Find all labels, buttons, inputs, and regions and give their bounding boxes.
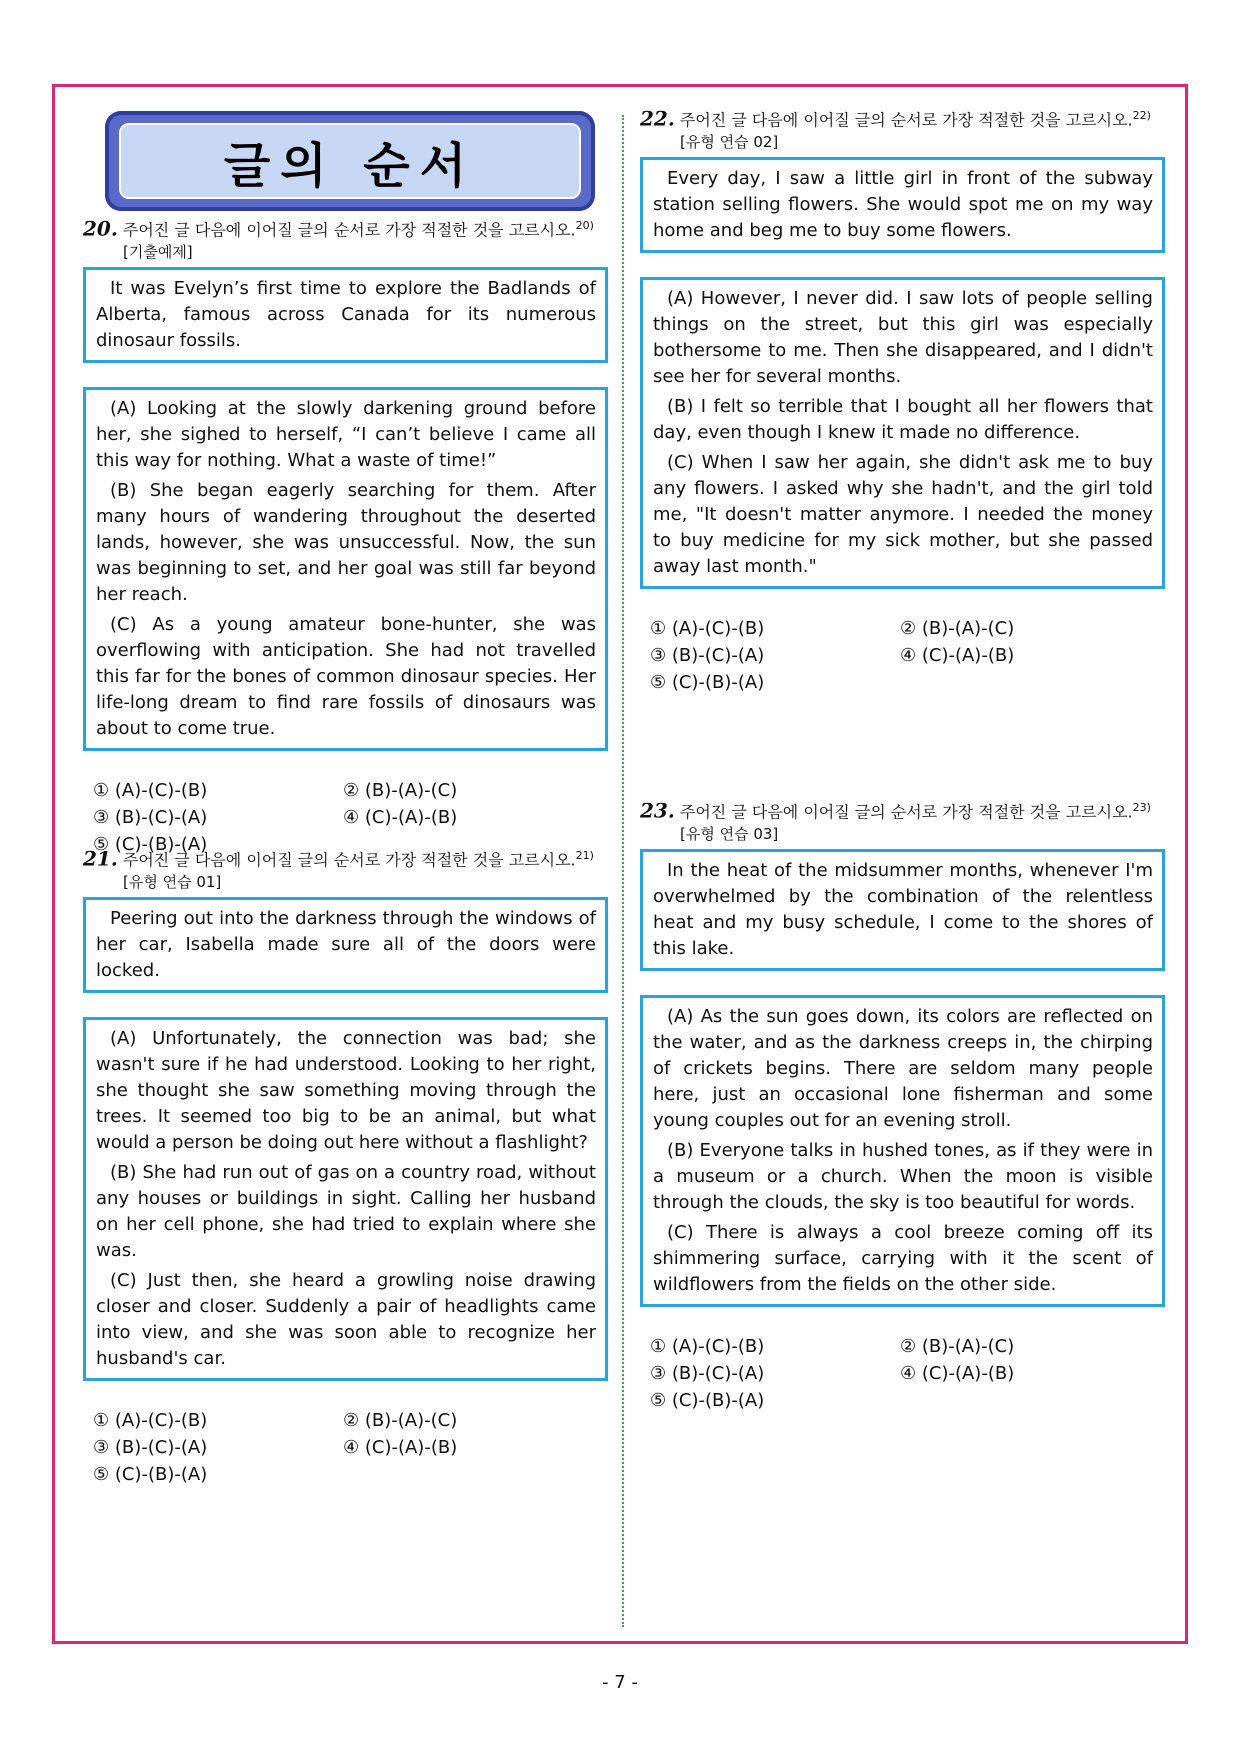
question-header [83,215,608,263]
paragraph-a: (A) However, I never did. I saw lots of people selling things on the street, but this girl was especially bothersome to me. Then she disappeared, and I didn't see her for several months. [653,288,1153,388]
option-4[interactable]: ④ (C)-(A)-(B) [900,645,1015,667]
question-prompt: 주어진 글 다음에 이어질 글의 순서로 가장 적절한 것을 고르시오. [122,850,576,870]
option-1[interactable]: ① (A)-(C)-(B) [650,618,765,640]
question-number: 23. [640,798,675,823]
paragraph-c: (C) When I saw her again, she didn't ask me to buy any flowers. I asked why she hadn't, and the girl told me, "It doesn't matter anymore. I needed the money to buy medicine for my sick mother, but she passed away last month." [653,452,1153,578]
given-passage-box [83,897,608,993]
option-5[interactable]: ⑤ (C)-(B)-(A) [650,1390,765,1412]
option-3[interactable]: ③ (B)-(C)-(A) [650,645,765,667]
paragraphs-box [83,387,608,751]
page-title: 글의 순서 [223,137,477,194]
answer-options [650,1333,1165,1414]
given-passage-box [640,849,1165,971]
question-header [640,797,1165,845]
paragraph-b: (B) Everyone talks in hushed tones, as if they were in a museum or a church. When the moon is visible through the clouds, the sky is too beautiful for words. [653,1140,1153,1214]
question-tag: [유형 연습 02] [680,133,779,152]
given-passage: Peering out into the darkness through the windows of her car, Isabella made sure all of the doors were locked. [96,908,596,982]
question-tag: [유형 연습 01] [123,873,222,892]
footnote-ref: 20) [575,219,594,232]
question-number: 22. [640,106,675,131]
option-4[interactable]: ④ (C)-(A)-(B) [900,1363,1015,1385]
option-2[interactable]: ② (B)-(A)-(C) [900,1336,1015,1358]
page-number: - 7 - [602,1672,638,1693]
option-1[interactable]: ① (A)-(C)-(B) [93,1410,208,1432]
paragraph-a: (A) As the sun goes down, its colors are reflected on the water, and as the darkness creeps in, the chirping of crickets begins. There are seldom many people here, just an occasional lone fisherman and some young couples out for an evening stroll. [653,1006,1153,1132]
paragraph-c: (C) As a young amateur bone-hunter, she was overflowing with anticipation. She had not travelled this far for the bones of common dinosaur species. Her life-long dream to find rare fossils of dinosaurs was about to come true. [96,614,596,740]
page-frame [52,84,1188,1644]
question-number: 21. [83,846,118,871]
option-2[interactable]: ② (B)-(A)-(C) [900,618,1015,640]
paragraph-b: (B) She began eagerly searching for them. After many hours of wandering throughout the deserted lands, however, she was unsuccessful. Now, the sun was beginning to set, and her goal was still far beyond her reach. [96,480,596,606]
option-4[interactable]: ④ (C)-(A)-(B) [343,807,458,829]
paragraph-a: (A) Unfortunately, the connection was bad; she wasn't sure if he had understood. Looking to her right, she thought she saw something moving through the trees. It seemed too big to be an animal, but what would a person be doing out here without a flashlight? [96,1028,596,1154]
question-prompt: 주어진 글 다음에 이어질 글의 순서로 가장 적절한 것을 고르시오. [679,110,1133,130]
paragraph-b: (B) I felt so terrible that I bought all her flowers that day, even though I knew it made no difference. [653,396,1153,444]
option-3[interactable]: ③ (B)-(C)-(A) [93,807,208,829]
option-5[interactable]: ⑤ (C)-(B)-(A) [93,834,208,856]
question-tag: [기출예제] [123,243,193,262]
question-20 [83,215,608,858]
paragraphs-box [83,1017,608,1381]
question-number: 20. [83,216,118,241]
option-3[interactable]: ③ (B)-(C)-(A) [93,1437,208,1459]
option-2[interactable]: ② (B)-(A)-(C) [343,1410,458,1432]
given-passage-box [83,267,608,363]
paragraph-a: (A) Looking at the slowly darkening ground before her, she sighed to herself, “I can’t believe I came all this way for nothing. What a waste of time!” [96,398,596,472]
answer-options [650,615,1165,696]
given-passage: It was Evelyn’s first time to explore the Badlands of Alberta, famous across Canada for its numerous dinosaur fossils. [96,278,596,352]
title-banner [105,111,595,211]
question-header [83,845,608,893]
question-tag: [유형 연습 03] [680,825,779,844]
question-header [640,105,1165,153]
left-column [83,87,608,1486]
paragraph-c: (C) There is always a cool breeze coming off its shimmering surface, carrying with it the scent of wildflowers from the fields on the other side. [653,1222,1153,1296]
option-3[interactable]: ③ (B)-(C)-(A) [650,1363,765,1385]
footnote-ref: 23) [1132,801,1151,814]
option-2[interactable]: ② (B)-(A)-(C) [343,780,458,802]
question-23 [640,797,1165,1414]
given-passage: Every day, I saw a little girl in front of the subway station selling flowers. She would spot me on my way home and beg me to buy some flowers. [653,168,1153,242]
answer-options [93,1407,608,1488]
option-4[interactable]: ④ (C)-(A)-(B) [343,1437,458,1459]
given-passage: In the heat of the midsummer months, whenever I'm overwhelmed by the combination of the relentless heat and my busy schedule, I come to the shores of this lake. [653,860,1153,960]
option-5[interactable]: ⑤ (C)-(B)-(A) [650,672,765,694]
question-22 [640,105,1165,696]
paragraph-b: (B) She had run out of gas on a country road, without any houses or buildings in sight. Calling her husband on her cell phone, she had tried to explain where she was. [96,1162,596,1262]
paragraph-c: (C) Just then, she heard a growling noise drawing closer and closer. Suddenly a pair of headlights came into view, and she was soon able to recognize her husband's car. [96,1270,596,1370]
question-prompt: 주어진 글 다음에 이어질 글의 순서로 가장 적절한 것을 고르시오. [122,220,576,240]
column-divider [622,115,624,1627]
paragraphs-box [640,995,1165,1307]
paragraphs-box [640,277,1165,589]
given-passage-box [640,157,1165,253]
option-1[interactable]: ① (A)-(C)-(B) [650,1336,765,1358]
question-prompt: 주어진 글 다음에 이어질 글의 순서로 가장 적절한 것을 고르시오. [679,802,1133,822]
question-21 [83,845,608,1488]
footnote-ref: 22) [1132,109,1151,122]
option-1[interactable]: ① (A)-(C)-(B) [93,780,208,802]
option-5[interactable]: ⑤ (C)-(B)-(A) [93,1464,208,1486]
footnote-ref: 21) [575,849,594,862]
